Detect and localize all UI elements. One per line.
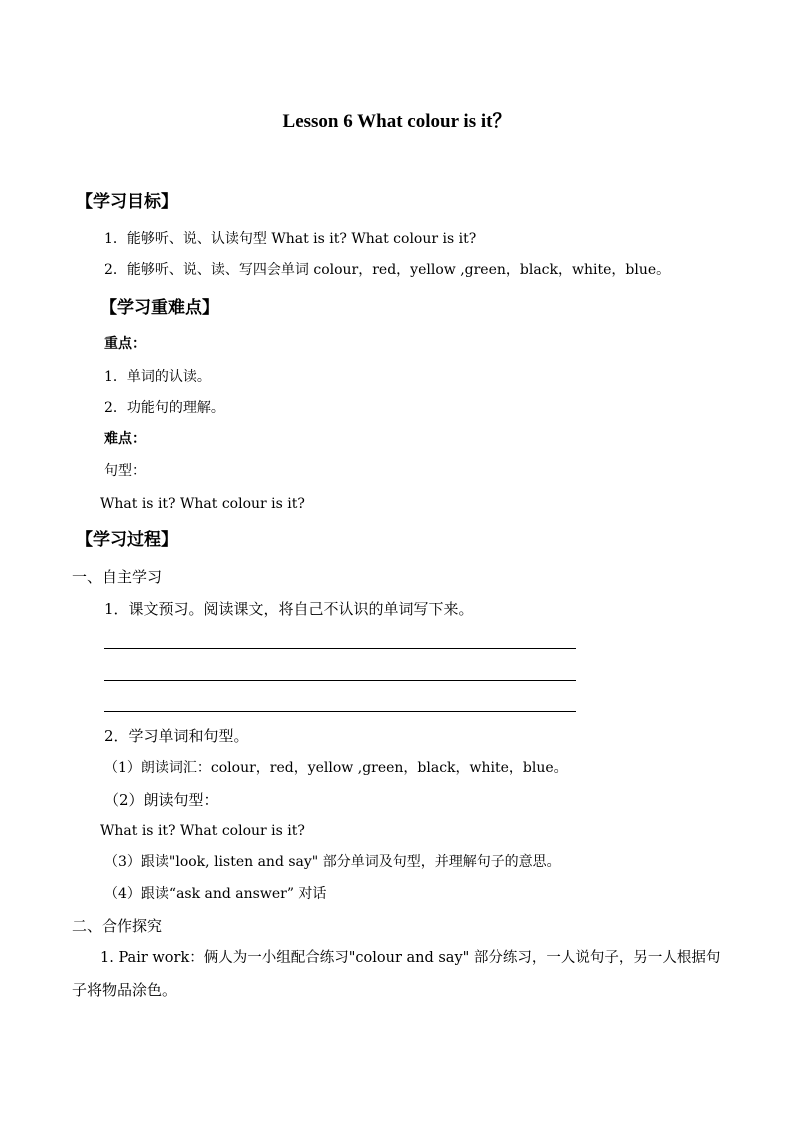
answer-line-2[interactable] <box>104 680 576 681</box>
goal-item-2: 2．能够听、说、读、写四会单词 colour，red，yellow ,green，black，white，blue。 <box>104 262 671 278</box>
key-item-2: 2．功能句的理解。 <box>104 400 225 416</box>
sub-step-2: （2）朗读句型： <box>104 791 219 809</box>
pair-work-line-2: 子将物品涂色。 <box>72 981 178 999</box>
part1-title: 一、自主学习 <box>72 568 163 586</box>
key-item-1: 1．单词的认读。 <box>104 369 211 385</box>
answer-line-3[interactable] <box>104 711 576 712</box>
step-1: 1．课文预习。阅读课文，将自己不认识的单词写下来。 <box>104 600 474 618</box>
keypoints-heading: 【学习重难点】 <box>100 298 219 318</box>
step-2: 2．学习单词和句型。 <box>104 727 249 745</box>
goal-item-1: 1．能够听、说、认读句型 What is it? What colour is it? <box>104 231 477 247</box>
sub-step-1: （1）朗读词汇：colour，red，yellow ,green，black，white，blue。 <box>104 760 568 776</box>
process-heading: 【学习过程】 <box>76 530 178 550</box>
answer-line-1[interactable] <box>104 648 576 649</box>
goals-heading: 【学习目标】 <box>76 192 178 212</box>
pattern-text: What is it? What colour is it? <box>100 496 305 512</box>
page-title: Lesson 6 What colour is it？ <box>282 111 512 132</box>
difficult-label: 难点： <box>104 431 146 447</box>
part2-title: 二、合作探究 <box>72 917 163 935</box>
sub-step-4: （4）跟读“ask and answer” 对话 <box>104 886 327 902</box>
pattern-label: 句型： <box>104 463 146 479</box>
sub-step-2-text: What is it? What colour is it? <box>100 823 305 839</box>
key-label: 重点： <box>104 336 146 352</box>
pair-work-line-1: 1. Pair work：俩人为一小组配合练习"colour and say" 部分练习，一人说句子，另一人根据句 <box>100 950 721 966</box>
sub-step-3: （3）跟读"look, listen and say" 部分单词及句型，并理解句子的意思。 <box>104 854 561 870</box>
